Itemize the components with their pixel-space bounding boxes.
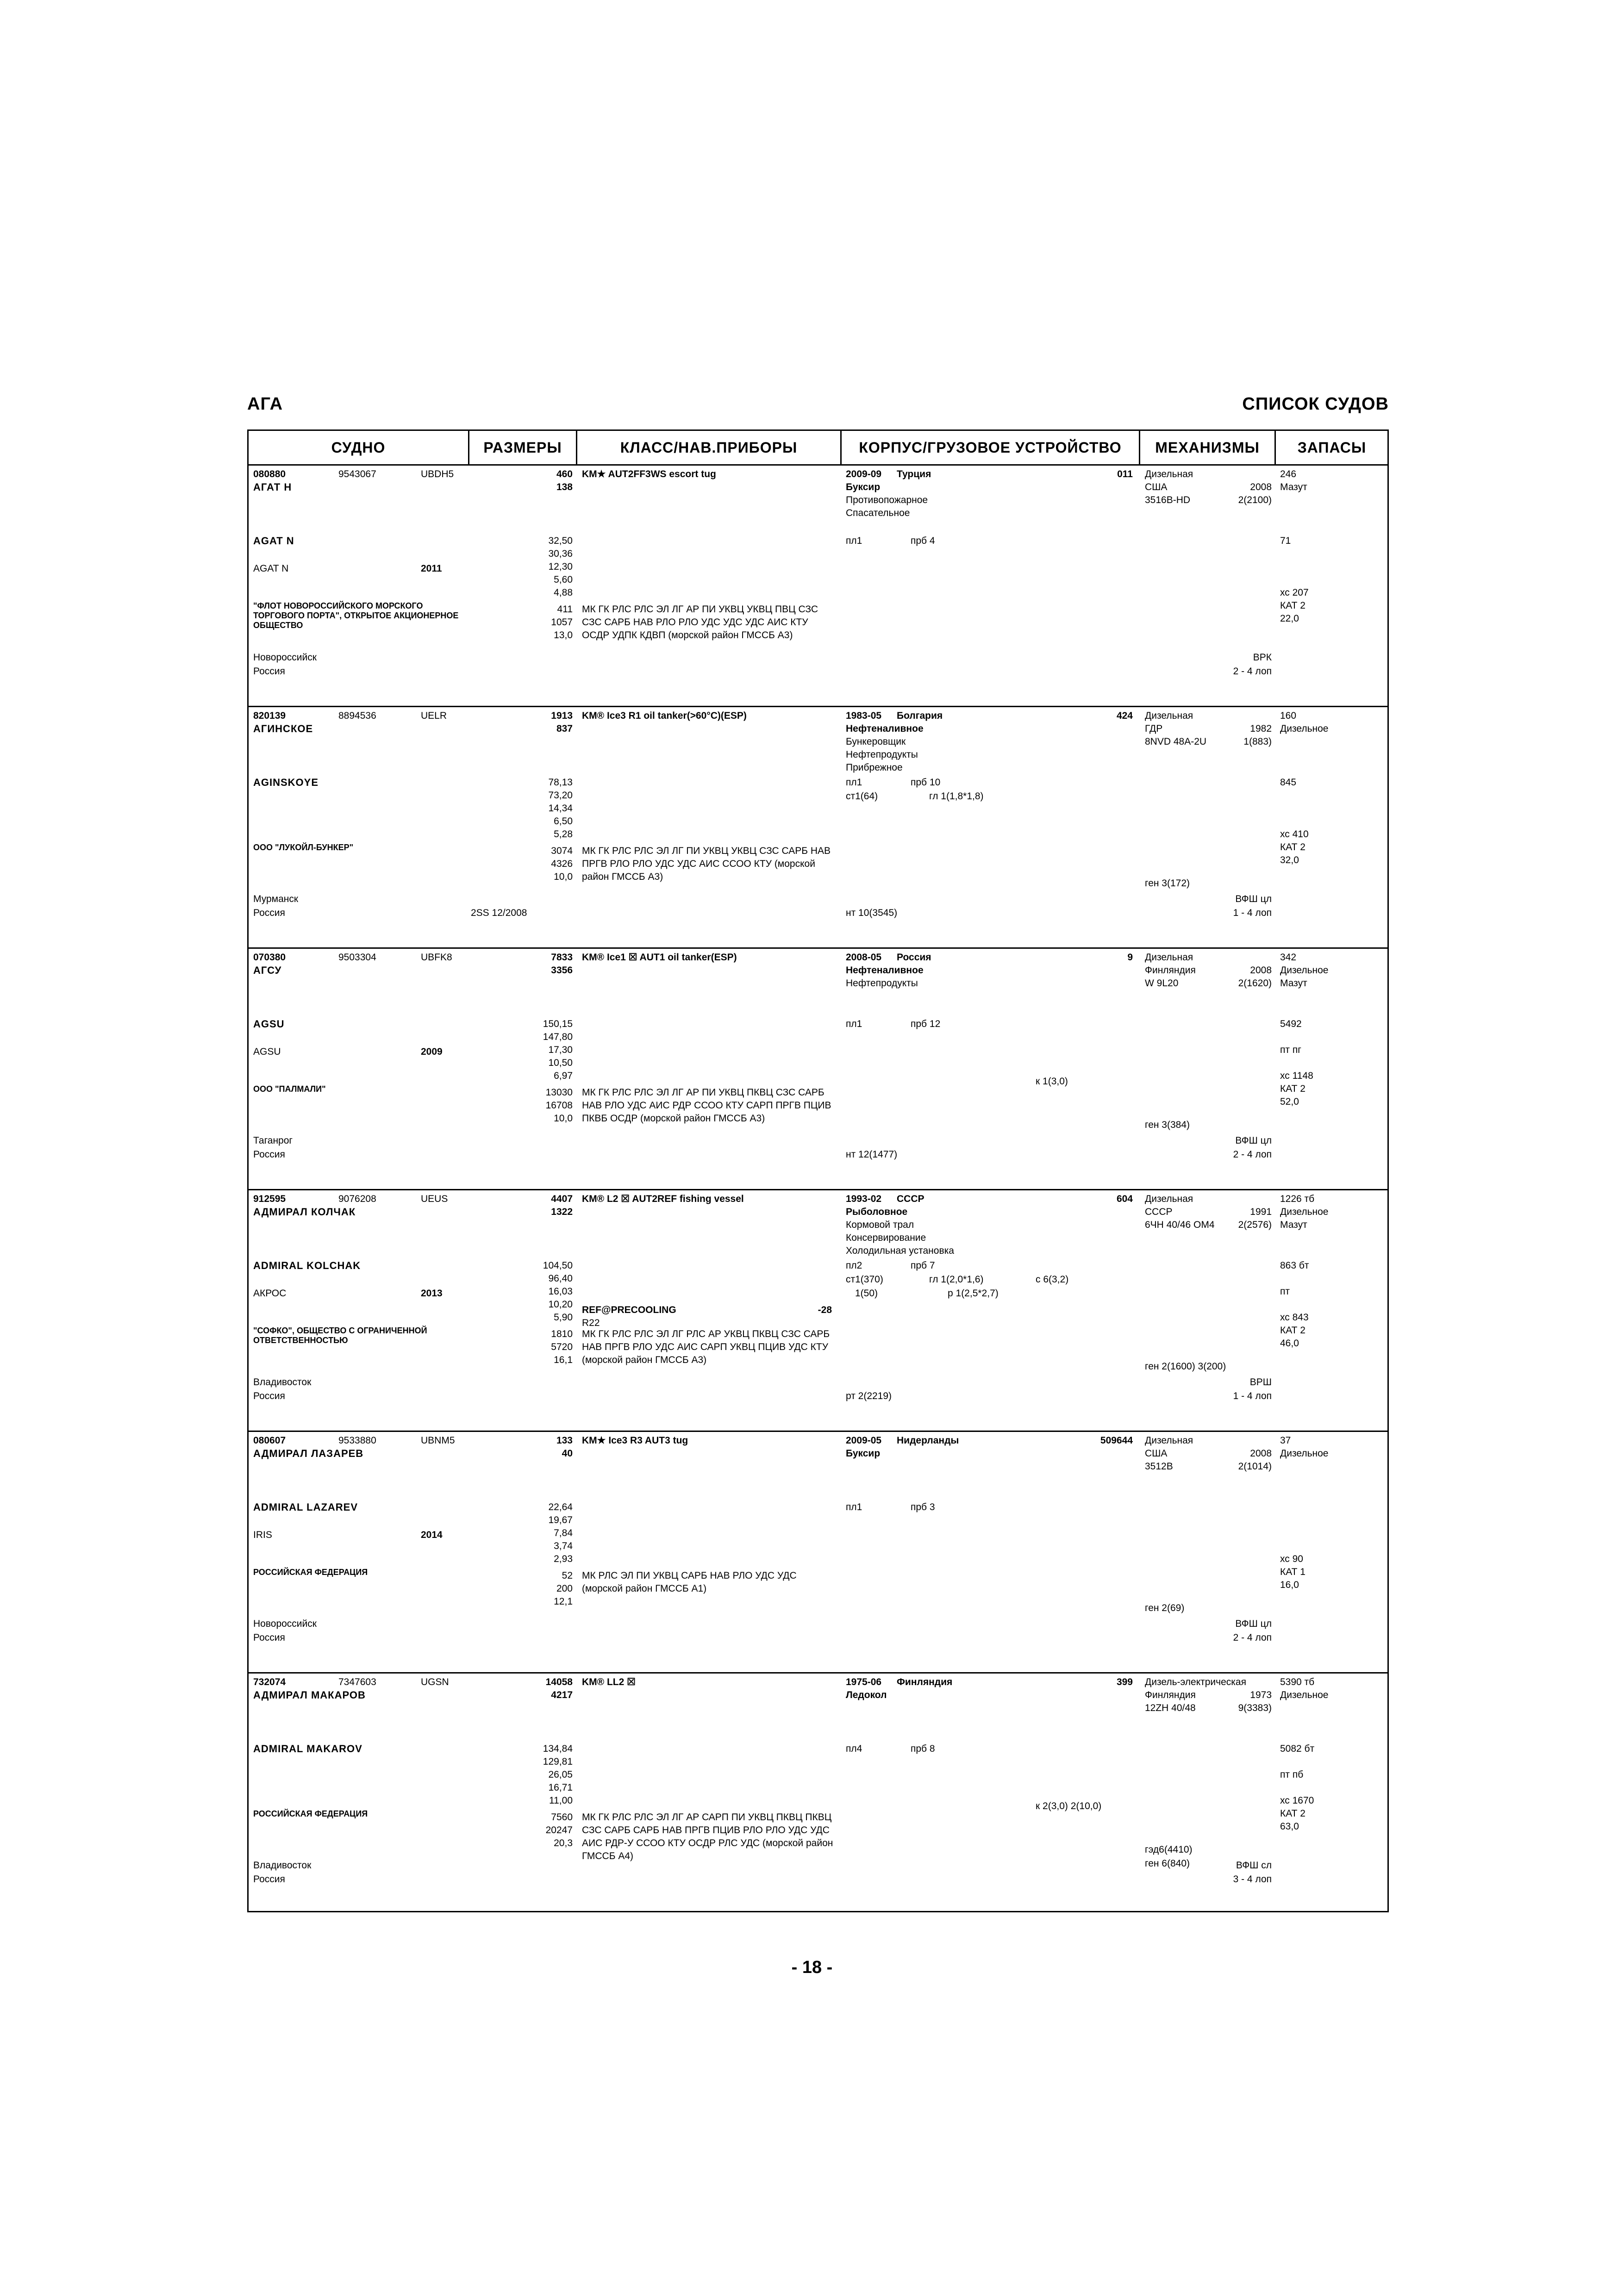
reg-number: 080607 bbox=[253, 1435, 286, 1446]
ship-name: АДМИРАЛ МАКАРОВ bbox=[253, 1689, 366, 1701]
column-header-dims: РАЗМЕРЫ bbox=[483, 439, 562, 456]
propeller-blades: 2 - 4 лоп bbox=[1233, 1149, 1272, 1160]
call-sign: UBDH5 bbox=[421, 469, 454, 479]
tank-capacity: рт 2(2219) bbox=[846, 1391, 892, 1401]
category: КАТ 1 bbox=[1280, 1567, 1305, 1577]
build-date: 2008-05 bbox=[846, 952, 882, 963]
dimension-length: 32,50 bbox=[548, 535, 573, 546]
derrick-line: к 1(3,0) bbox=[1036, 1076, 1068, 1087]
ship-type: Буксир bbox=[846, 482, 881, 492]
propeller: ВФШ цл bbox=[1235, 1618, 1272, 1629]
ship-purpose-line: Спасательное bbox=[846, 508, 910, 518]
reg-number: 912595 bbox=[253, 1194, 286, 1204]
dimension-length: 22,64 bbox=[548, 1502, 573, 1512]
bulkhead-line: прб 10 bbox=[911, 777, 941, 788]
fuel-tanks-extra: пт bbox=[1280, 1286, 1290, 1297]
build-date: 1983-05 bbox=[846, 710, 882, 721]
dimension-breadth: 6,50 bbox=[554, 816, 573, 827]
navigation-equipment: МК ГК РЛС РЛС ЭЛ ЛГ АР ПИ УКВЦ ПКВЦ СЗС САРБ НАВ РЛО УДС АИС РДР ССОО КТУ САРП ПРГВ ПЦИВ ПКВБ ОСДР (морской район ГМССБ А3) bbox=[582, 1087, 831, 1124]
latin-name: AGSU bbox=[253, 1018, 285, 1030]
reg-number: 070380 bbox=[253, 952, 286, 963]
dimension-breadth: 4,88 bbox=[554, 587, 573, 598]
column-header-vessel: СУДНО bbox=[331, 439, 386, 456]
category: КАТ 2 bbox=[1280, 600, 1305, 611]
fuel-tanks-extra: пт пг bbox=[1280, 1045, 1301, 1055]
engine-country: Финляндия bbox=[1145, 965, 1196, 976]
dimension-breadth: 3,74 bbox=[554, 1541, 573, 1551]
propeller-blades: 1 - 4 лоп bbox=[1233, 1391, 1272, 1401]
ship-purpose-line: Бункеровщик bbox=[846, 736, 906, 747]
generator: ген 2(1600) 3(200) bbox=[1145, 1361, 1226, 1372]
propeller: ВФШ сл bbox=[1236, 1860, 1272, 1871]
dimension-capacity: 16,1 bbox=[554, 1355, 573, 1365]
former-name: АКРОС bbox=[253, 1288, 287, 1299]
owner: "ФЛОТ НОВОРОССИЙСКОГО МОРСКОГО ТОРГОВОГО ПОРТА", ОТКРЫТОЕ АКЦИОНЕРНОЕ ОБЩЕСТВО bbox=[253, 601, 459, 630]
engine-country: США bbox=[1145, 1448, 1168, 1459]
imo-number: 7347603 bbox=[338, 1677, 376, 1687]
former-year: 2009 bbox=[421, 1046, 443, 1057]
dimension-length: 147,80 bbox=[543, 1032, 573, 1042]
engine-power: 2(1620) bbox=[1238, 978, 1272, 989]
home-port: Новороссийск bbox=[253, 1618, 317, 1629]
fuel-type-2: Мазут bbox=[1280, 978, 1307, 989]
dimension-breadth: 5,60 bbox=[554, 574, 573, 585]
ship-entry bbox=[249, 947, 1387, 1190]
category: КАТ 2 bbox=[1280, 1808, 1305, 1819]
fuel-capacity: 37 bbox=[1280, 1435, 1291, 1446]
dimension-capacity: 200 bbox=[556, 1583, 573, 1594]
build-country: Нидерланды bbox=[897, 1435, 959, 1446]
crane-line: с 6(3,2) bbox=[1036, 1274, 1069, 1285]
ship-purpose-line: Прибрежное bbox=[846, 762, 903, 773]
fuel-capacity: 246 bbox=[1280, 469, 1297, 479]
build-country: Финляндия bbox=[897, 1677, 953, 1687]
engine-power: 9(3383) bbox=[1238, 1703, 1272, 1713]
category-value: 52,0 bbox=[1280, 1096, 1299, 1107]
refrigerant: R22 bbox=[582, 1318, 600, 1328]
category-value: 16,0 bbox=[1280, 1580, 1299, 1590]
reg-number: 732074 bbox=[253, 1677, 286, 1687]
navigation-equipment: МК РЛС ЭЛ ПИ УКВЦ САРБ НАВ РЛО УДС УДС (морской район ГМССБ А1) bbox=[582, 1570, 797, 1594]
engine-type: Дизельная bbox=[1145, 1435, 1193, 1446]
ship-purpose-line: Холодильная установка bbox=[846, 1245, 954, 1256]
latin-name: ADMIRAL KOLCHAK bbox=[253, 1260, 361, 1271]
cold-storage: хс 207 bbox=[1280, 587, 1309, 598]
reg-number: 080880 bbox=[253, 469, 286, 479]
imo-number: 9076208 bbox=[338, 1194, 376, 1204]
dimension-length: 134,84 bbox=[543, 1743, 573, 1754]
dimension-breadth: 7,84 bbox=[554, 1528, 573, 1538]
engine-country: Финляндия bbox=[1145, 1690, 1196, 1700]
gross-tonnage: 4407 bbox=[551, 1194, 573, 1204]
net-tonnage: 4217 bbox=[551, 1690, 573, 1700]
registry-extra: 2SS 12/2008 bbox=[471, 908, 527, 918]
column-header-stores: ЗАПАСЫ bbox=[1297, 439, 1367, 456]
build-country: Болгария bbox=[897, 710, 943, 721]
flag-state: Россия bbox=[253, 1149, 285, 1160]
category-value: 32,0 bbox=[1280, 855, 1299, 865]
fuel-tanks: 863 бт bbox=[1280, 1260, 1309, 1271]
call-sign: UGSN bbox=[421, 1677, 449, 1687]
dimension-capacity: 16708 bbox=[545, 1100, 573, 1111]
flag-state: Россия bbox=[253, 1391, 285, 1401]
home-port: Мурманск bbox=[253, 894, 299, 904]
class-notation: KM★ Ice3 R3 AUT3 tug bbox=[582, 1435, 688, 1446]
dimension-breadth: 17,30 bbox=[548, 1045, 573, 1055]
column-header-class: КЛАСС/НАВ.ПРИБОРЫ bbox=[620, 439, 798, 456]
yard-number: 9 bbox=[1127, 952, 1133, 963]
imo-number: 9503304 bbox=[338, 952, 376, 963]
deck-line: пл1 bbox=[846, 1502, 862, 1512]
running-head-left: АГА bbox=[247, 394, 283, 414]
engine-year: 2008 bbox=[1250, 965, 1272, 976]
fuel-type: Дизельное bbox=[1280, 1448, 1329, 1459]
navigation-equipment: МК ГК РЛС РЛС ЭЛ ЛГ РЛС АР УКВЦ ПКВЦ СЗС САРБ НАВ ПРГВ РЛО УДС АИС САРП УКВЦ ПЦИВ УДС КТУ (морской район ГМССБ А3) bbox=[582, 1329, 830, 1365]
category: КАТ 2 bbox=[1280, 1083, 1305, 1094]
ship-name: АДМИРАЛ ЛАЗАРЕВ bbox=[253, 1448, 364, 1459]
fuel-capacity: 342 bbox=[1280, 952, 1297, 963]
home-port: Новороссийск bbox=[253, 652, 317, 663]
propeller-blades: 1 - 4 лоп bbox=[1233, 908, 1272, 918]
bulkhead-line: прб 12 bbox=[911, 1019, 941, 1029]
class-notation: KM® LL2 ☒ bbox=[582, 1677, 636, 1687]
deck-line: пл2 bbox=[846, 1260, 862, 1271]
engine-model: 6ЧН 40/46 ОМ4 bbox=[1145, 1220, 1215, 1230]
category-value: 22,0 bbox=[1280, 613, 1299, 624]
yard-number: 011 bbox=[1117, 469, 1133, 479]
engine-type: Дизель-электрическая bbox=[1145, 1677, 1246, 1687]
propeller: ВРК bbox=[1253, 652, 1272, 663]
engine-country: СССР bbox=[1145, 1207, 1173, 1217]
page-number: - 18 - bbox=[791, 1958, 833, 1977]
owner: РОССИЙСКАЯ ФЕДЕРАЦИЯ bbox=[253, 1568, 368, 1577]
dimension-breadth: 26,05 bbox=[548, 1769, 573, 1780]
deck-line: пл1 bbox=[846, 535, 862, 546]
dimension-length: 129,81 bbox=[543, 1756, 573, 1767]
navigation-equipment: МК ГК РЛС РЛС ЭЛ ЛГ ПИ УКВЦ УКВЦ СЗС САРБ НАВ ПРГВ РЛО РЛО УДС УДС АИС ССОО КТУ (морской район ГМССБ А3) bbox=[582, 846, 831, 882]
dimension-capacity: 3074 bbox=[551, 846, 573, 856]
ship-purpose-line: Противопожарное bbox=[846, 495, 928, 505]
deck-line: пл1 bbox=[846, 777, 862, 788]
dimension-breadth: 12,30 bbox=[548, 561, 573, 572]
call-sign: UEUS bbox=[421, 1194, 448, 1204]
class-notation: KM® Ice1 ☒ AUT1 oil tanker(ESP) bbox=[582, 952, 737, 963]
fuel-capacity: 160 bbox=[1280, 710, 1297, 721]
engine-power: 1(883) bbox=[1243, 736, 1272, 747]
dimension-breadth: 16,03 bbox=[548, 1286, 573, 1297]
fuel-type: Дизельное bbox=[1280, 1207, 1329, 1217]
fuel-type: Мазут bbox=[1280, 482, 1307, 492]
yard-number: 424 bbox=[1116, 710, 1133, 721]
engine-country: США bbox=[1145, 482, 1168, 492]
former-year: 2013 bbox=[421, 1288, 443, 1299]
net-tonnage: 138 bbox=[556, 482, 573, 492]
generator: ген 3(384) bbox=[1145, 1120, 1190, 1130]
ship-name: АГИНСКОЕ bbox=[253, 723, 313, 734]
engine-power: 2(1014) bbox=[1238, 1461, 1272, 1472]
fuel-tanks: 845 bbox=[1280, 777, 1297, 788]
cold-storage: хс 410 bbox=[1280, 829, 1309, 840]
engine-model: 12ZH 40/48 bbox=[1145, 1703, 1196, 1713]
hatch-extra-line: 1(50) bbox=[855, 1288, 878, 1299]
engine-power: 2(2100) bbox=[1238, 495, 1272, 505]
hatch-cover-line: гл 1(2,0*1,6) bbox=[929, 1274, 984, 1285]
tank-capacity: нт 12(1477) bbox=[846, 1149, 898, 1160]
navigation-equipment: МК ГК РЛС РЛС ЭЛ ЛГ АР ПИ УКВЦ УКВЦ ПВЦ СЗС СЗС САРБ НАВ РЛО РЛО УДС УДС УДС АИС КТУ ОСДР УДПК КДВП (морской район ГМССБ А3) bbox=[582, 604, 818, 641]
owner: "СОФКО", ОБЩЕСТВО С ОГРАНИЧЕННОЙ ОТВЕТСТВЕННОСТЬЮ bbox=[253, 1326, 427, 1345]
dimension-capacity: 13,0 bbox=[554, 630, 573, 641]
build-country: Турция bbox=[897, 469, 931, 479]
build-country: СССР bbox=[897, 1194, 924, 1204]
dimension-breadth: 5,90 bbox=[554, 1312, 573, 1323]
ship-name: АГСУ bbox=[253, 964, 282, 976]
class-notation: KM® Ice3 R1 oil tanker(>60°C)(ESP) bbox=[582, 710, 747, 721]
owner: ООО "ЛУКОЙЛ-БУНКЕР" bbox=[253, 843, 354, 852]
dimension-capacity: 13030 bbox=[545, 1087, 573, 1098]
dimension-length: 30,36 bbox=[548, 548, 573, 559]
home-port: Таганрог bbox=[253, 1135, 293, 1146]
dimension-capacity: 411 bbox=[557, 604, 573, 615]
hatch-cover-line: гл 1(1,8*1,8) bbox=[929, 791, 984, 802]
running-head-right: СПИСОК СУДОВ bbox=[1242, 394, 1389, 414]
flag-state: Россия bbox=[253, 1874, 285, 1885]
home-port: Владивосток bbox=[253, 1860, 312, 1871]
net-tonnage: 837 bbox=[556, 723, 573, 734]
dimension-capacity: 20247 bbox=[545, 1825, 573, 1836]
category-value: 46,0 bbox=[1280, 1338, 1299, 1349]
column-header-machinery: МЕХАНИЗМЫ bbox=[1155, 439, 1260, 456]
net-tonnage: 1322 bbox=[551, 1207, 573, 1217]
ship-entry bbox=[249, 1431, 1387, 1674]
call-sign: UBNM5 bbox=[421, 1435, 455, 1446]
dimension-capacity: 5720 bbox=[551, 1342, 573, 1352]
category: КАТ 2 bbox=[1280, 842, 1305, 852]
engine-power: 2(2576) bbox=[1238, 1220, 1272, 1230]
propeller: ВФШ цл bbox=[1235, 894, 1272, 904]
dimension-breadth: 10,50 bbox=[548, 1058, 573, 1068]
propeller-blades: 3 - 4 лоп bbox=[1233, 1874, 1272, 1885]
gross-tonnage: 133 bbox=[556, 1435, 573, 1446]
fuel-type-2: Мазут bbox=[1280, 1220, 1307, 1230]
ship-purpose-line: Кормовой трал bbox=[846, 1220, 914, 1230]
imo-number: 9533880 bbox=[338, 1435, 376, 1446]
dimension-capacity: 4326 bbox=[551, 859, 573, 869]
hatch-line: ст1(64) bbox=[846, 791, 878, 802]
dimension-capacity: 20,3 bbox=[554, 1838, 573, 1848]
generator: ген 2(69) bbox=[1145, 1603, 1185, 1613]
engine-model: 3516B-HD bbox=[1145, 495, 1191, 505]
net-tonnage: 40 bbox=[562, 1448, 573, 1459]
column-header-hull: КОРПУС/ГРУЗОВОЕ УСТРОЙСТВО bbox=[859, 439, 1122, 456]
dimension-length: 78,13 bbox=[548, 777, 573, 788]
generator: ген 3(172) bbox=[1145, 878, 1190, 889]
gross-tonnage: 14058 bbox=[545, 1677, 573, 1687]
category-value: 63,0 bbox=[1280, 1821, 1299, 1832]
engine-year: 1973 bbox=[1250, 1690, 1272, 1700]
yard-number: 604 bbox=[1116, 1194, 1133, 1204]
dimension-breadth: 10,20 bbox=[548, 1299, 573, 1310]
latin-name: ADMIRAL LAZAREV bbox=[253, 1501, 358, 1513]
latin-name: ADMIRAL MAKAROV bbox=[253, 1743, 362, 1755]
propeller: ВФШ цл bbox=[1235, 1135, 1272, 1146]
fuel-capacity: 5390 тб bbox=[1280, 1677, 1315, 1687]
build-country: Россия bbox=[897, 952, 931, 963]
engine-type: Дизельная bbox=[1145, 952, 1193, 963]
ship-entry bbox=[249, 464, 1387, 707]
home-port: Владивосток bbox=[253, 1377, 312, 1388]
category: КАТ 2 bbox=[1280, 1325, 1305, 1336]
cold-storage: хс 90 bbox=[1280, 1554, 1303, 1564]
yard-number: 399 bbox=[1116, 1677, 1133, 1687]
owner: РОССИЙСКАЯ ФЕДЕРАЦИЯ bbox=[253, 1809, 368, 1818]
engine-year: 2008 bbox=[1250, 482, 1272, 492]
hatch-line: ст1(370) bbox=[846, 1274, 883, 1285]
engine-model: W 9L20 bbox=[1145, 978, 1179, 989]
call-sign: UELR bbox=[421, 710, 447, 721]
propeller-blades: 2 - 4 лоп bbox=[1233, 666, 1272, 677]
dimension-length: 19,67 bbox=[548, 1515, 573, 1525]
generator-2: ген 6(840) bbox=[1145, 1858, 1190, 1869]
bulkhead-line: прб 7 bbox=[911, 1260, 935, 1271]
ship-type: Нефтеналивное bbox=[846, 723, 924, 734]
dimension-breadth: 5,28 bbox=[554, 829, 573, 840]
dimension-breadth: 2,93 bbox=[554, 1554, 573, 1564]
cold-storage: хс 843 bbox=[1280, 1312, 1309, 1323]
former-name: IRIS bbox=[253, 1530, 272, 1540]
dimension-capacity: 12,1 bbox=[554, 1596, 573, 1607]
ship-entry bbox=[249, 706, 1387, 949]
build-date: 1993-02 bbox=[846, 1194, 882, 1204]
ship-type: Ледокол bbox=[846, 1690, 887, 1700]
navigation-equipment: МК ГК РЛС РЛС ЭЛ ЛГ АР САРП ПИ УКВЦ ПКВЦ ПКВЦ СЗС САРБ САРБ НАВ ПРГВ ПЦИВ РЛО РЛО УДС УДС АИС РДР-У ССОО КТУ ОСДР РЛС УДС (морской район ГМССБ А4) bbox=[582, 1812, 833, 1861]
fuel-tanks: 5492 bbox=[1280, 1019, 1302, 1029]
ship-entry bbox=[249, 1672, 1387, 1914]
engine-type: Дизельная bbox=[1145, 1194, 1193, 1204]
ship-purpose-line: Нефтепродукты bbox=[846, 978, 918, 989]
dimension-length: 150,15 bbox=[543, 1019, 573, 1029]
bulkhead-line: прб 4 bbox=[911, 535, 935, 546]
ship-name: АДМИРАЛ КОЛЧАК bbox=[253, 1206, 356, 1218]
dimension-length: 104,50 bbox=[543, 1260, 573, 1271]
dimension-capacity: 7560 bbox=[551, 1812, 573, 1823]
engine-year: 1982 bbox=[1250, 723, 1272, 734]
derrick-line: к 2(3,0) 2(10,0) bbox=[1036, 1801, 1102, 1811]
former-name: AGSU bbox=[253, 1046, 281, 1057]
tank-capacity: нт 10(3545) bbox=[846, 908, 898, 918]
dimension-capacity: 1057 bbox=[551, 617, 573, 628]
reg-number: 820139 bbox=[253, 710, 286, 721]
fuel-type: Дизельное bbox=[1280, 1690, 1329, 1700]
cold-storage: хс 1148 bbox=[1280, 1070, 1313, 1081]
ship-name: АГАТ Н bbox=[253, 481, 292, 493]
build-date: 2009-05 bbox=[846, 1435, 882, 1446]
dimension-breadth: 11,00 bbox=[549, 1795, 573, 1806]
ship-type: Буксир bbox=[846, 1448, 881, 1459]
owner: ООО "ПАЛМАЛИ" bbox=[253, 1084, 326, 1094]
latin-name: AGAT N bbox=[253, 535, 294, 547]
engine-country: ГДР bbox=[1145, 723, 1163, 734]
fuel-type: Дизельное bbox=[1280, 723, 1329, 734]
fuel-tanks: 71 bbox=[1280, 535, 1291, 546]
engine-type: Дизельная bbox=[1145, 710, 1193, 721]
deck-line: пл4 bbox=[846, 1743, 862, 1754]
build-date: 2009-09 bbox=[846, 469, 882, 479]
flag-state: Россия bbox=[253, 1632, 285, 1643]
dimension-capacity: 10,0 bbox=[554, 871, 573, 882]
imo-number: 8894536 bbox=[338, 710, 376, 721]
generator: гэд6(4410) bbox=[1145, 1844, 1193, 1855]
fuel-capacity: 1226 тб bbox=[1280, 1194, 1315, 1204]
dimension-capacity: 10,0 bbox=[554, 1113, 573, 1124]
fuel-tanks: 5082 бт bbox=[1280, 1743, 1315, 1754]
propeller-blades: 2 - 4 лоп bbox=[1233, 1632, 1272, 1643]
dimension-capacity: 52 bbox=[562, 1570, 573, 1581]
dimension-length: 96,40 bbox=[548, 1273, 573, 1284]
hatch-extra-line-2: р 1(2,5*2,7) bbox=[948, 1288, 999, 1299]
refrigeration-temp: -28 bbox=[818, 1305, 832, 1315]
yard-number: 509644 bbox=[1100, 1435, 1133, 1446]
flag-state: Россия bbox=[253, 908, 285, 918]
class-notation: KM® L2 ☒ AUT2REF fishing vessel bbox=[582, 1194, 744, 1204]
net-tonnage: 3356 bbox=[551, 965, 573, 976]
former-year: 2014 bbox=[421, 1530, 443, 1540]
gross-tonnage: 7833 bbox=[551, 952, 573, 963]
engine-model: 3512B bbox=[1145, 1461, 1173, 1472]
propeller: ВРШ bbox=[1249, 1377, 1272, 1388]
dimension-breadth: 16,71 bbox=[548, 1782, 573, 1793]
dimension-breadth: 14,34 bbox=[548, 803, 573, 814]
former-year: 2011 bbox=[421, 563, 442, 574]
refrigeration-class: REF@PRECOOLING bbox=[582, 1305, 676, 1315]
former-name: AGAT N bbox=[253, 563, 289, 574]
fuel-tanks-extra: пт пб bbox=[1280, 1769, 1304, 1780]
gross-tonnage: 460 bbox=[556, 469, 573, 479]
ship-type: Рыболовное bbox=[846, 1207, 908, 1217]
ship-register-table bbox=[247, 429, 1389, 1912]
call-sign: UBFK8 bbox=[421, 952, 452, 963]
ship-purpose-line: Нефтепродукты bbox=[846, 749, 918, 760]
bulkhead-line: прб 3 bbox=[911, 1502, 935, 1512]
dimension-capacity: 1810 bbox=[551, 1329, 573, 1339]
fuel-type: Дизельное bbox=[1280, 965, 1329, 976]
engine-year: 2008 bbox=[1250, 1448, 1272, 1459]
flag-state: Россия bbox=[253, 666, 285, 677]
deck-line: пл1 bbox=[846, 1019, 862, 1029]
dimension-breadth: 6,97 bbox=[554, 1070, 573, 1081]
ship-purpose-line: Консервирование bbox=[846, 1232, 926, 1243]
gross-tonnage: 1913 bbox=[551, 710, 573, 721]
dimension-length: 73,20 bbox=[548, 790, 573, 801]
engine-type: Дизельная bbox=[1145, 469, 1193, 479]
table-header-row bbox=[249, 431, 1387, 466]
engine-model: 8NVD 48A-2U bbox=[1145, 736, 1207, 747]
ship-type: Нефтеналивное bbox=[846, 965, 924, 976]
build-date: 1975-06 bbox=[846, 1677, 882, 1687]
bulkhead-line: прб 8 bbox=[911, 1743, 935, 1754]
engine-year: 1991 bbox=[1250, 1207, 1272, 1217]
class-notation: KM★ AUT2FF3WS escort tug bbox=[582, 469, 716, 479]
cold-storage: хс 1670 bbox=[1280, 1795, 1314, 1806]
ship-entry bbox=[249, 1189, 1387, 1432]
latin-name: AGINSKOYE bbox=[253, 777, 319, 788]
imo-number: 9543067 bbox=[338, 469, 376, 479]
